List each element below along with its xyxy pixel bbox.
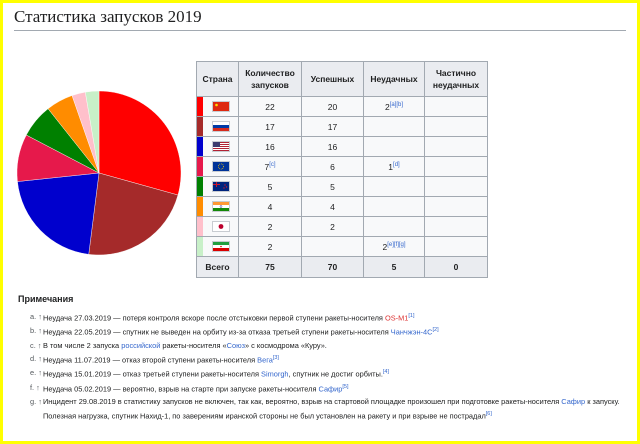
footnote-text: Инцидент 29.08.2019 в статистику запусков не включен, так как, вероятно, взрыв на стартовой площадке произошел при подготовке ракеты-носителя xyxy=(43,397,562,407)
footnote-text: Неудача 11.07.2019 — отказ второй ступени ракеты-носителя xyxy=(43,355,258,365)
partial-count xyxy=(425,117,488,137)
footnote-ref[interactable]: [5] xyxy=(342,383,349,390)
country-color-swatch xyxy=(197,137,203,156)
footnote-marker[interactable]: b. ↑ xyxy=(30,326,42,336)
footnote-item xyxy=(30,381,630,395)
success-count: 4 xyxy=(302,197,364,217)
notes-heading: Примечания xyxy=(18,294,74,304)
country-color-swatch xyxy=(197,157,203,176)
launch-count: 22 xyxy=(239,97,302,117)
success-count: 20 xyxy=(302,97,364,117)
header-total: Количество запусков xyxy=(239,62,302,97)
fail-count: 1[d] xyxy=(364,157,425,177)
country-color-swatch xyxy=(197,237,203,256)
footnote-link[interactable]: Сафир xyxy=(561,397,586,407)
partial-count xyxy=(425,97,488,117)
footnote-marker[interactable]: c. ↑ xyxy=(30,340,42,350)
fail-count: 2[a][b] xyxy=(364,97,425,117)
table-row xyxy=(197,157,488,177)
launch-count: 2 xyxy=(239,237,302,257)
footnote-ref[interactable]: [d] xyxy=(393,161,400,168)
footnote-link[interactable]: Simorgh xyxy=(261,369,289,379)
total-partial: 0 xyxy=(425,257,488,278)
footnote-ref[interactable]: [1] xyxy=(408,313,415,319)
launch-count: 5 xyxy=(239,177,302,197)
success-count: 6 xyxy=(302,157,364,177)
footnote-text: , спутник не достиг орбиты. xyxy=(288,369,383,379)
header-country: Страна xyxy=(197,62,239,97)
footnote-marker[interactable]: a. ↑ xyxy=(30,312,42,321)
table-row xyxy=(197,117,488,137)
footnote-ref[interactable]: [a][b] xyxy=(389,101,404,108)
country-color-swatch xyxy=(197,117,203,136)
success-count: 16 xyxy=(302,137,364,157)
success-count: 5 xyxy=(302,177,364,197)
china-flag-icon xyxy=(212,101,230,112)
launch-count: 17 xyxy=(239,117,302,137)
footnote-text: Неудача 27.03.2019 — потеря контроля вскоре после отстыковки первой ступени ракеты-носителя xyxy=(43,313,385,323)
fail-count xyxy=(364,137,425,157)
footnote-ref[interactable]: [6] xyxy=(485,411,492,418)
table-row xyxy=(197,237,488,257)
usa-flag-icon xyxy=(212,141,230,152)
eu-flag-icon xyxy=(212,161,230,172)
footnote-item xyxy=(30,352,630,366)
footnote-text: Неудача 05.02.2019 — вероятно, взрыв на старте при запуске ракеты-носителя xyxy=(43,384,319,394)
launch-count: 7[c] xyxy=(239,157,302,177)
fail-count: 2[e][f][g] xyxy=(364,237,425,257)
table-row xyxy=(197,177,488,197)
partial-count xyxy=(425,177,488,197)
pie-slice xyxy=(17,173,99,254)
footnote-text: к запуску. Полезная нагрузка, спутник Нахид-1, по заверениям иранской стороны не был установлен на ракету и при взрыве не пострадал xyxy=(43,397,620,421)
footnote-ref[interactable]: [2] xyxy=(432,327,439,334)
footnote-ref[interactable]: [c] xyxy=(269,161,276,168)
new-zealand-flag-icon xyxy=(212,181,230,192)
footnote-link[interactable]: Чанчжэн-4С xyxy=(390,327,433,337)
footnote-item xyxy=(30,339,630,352)
country-cell xyxy=(197,177,239,197)
footnote-marker[interactable]: g. ↑ xyxy=(30,397,42,407)
fail-count xyxy=(364,177,425,197)
launch-count: 4 xyxy=(239,197,302,217)
footnote-link[interactable]: Союз xyxy=(226,340,246,350)
country-cell xyxy=(197,237,239,257)
footnote-marker[interactable]: f. ↑ xyxy=(30,382,40,392)
footnote-item xyxy=(30,366,630,380)
header-partial: Частично неудачных xyxy=(425,62,488,97)
table-total-row xyxy=(197,257,488,278)
table-row xyxy=(197,217,488,237)
footnote-item xyxy=(30,310,630,324)
footnote-link[interactable]: российской xyxy=(121,340,161,350)
partial-count xyxy=(425,137,488,157)
footnote-link[interactable]: Вега xyxy=(257,355,273,365)
title-divider xyxy=(14,30,626,31)
partial-count xyxy=(425,197,488,217)
iran-flag-icon xyxy=(212,241,230,252)
country-cell xyxy=(197,197,239,217)
russia-flag-icon xyxy=(212,121,230,132)
footnote-ref[interactable]: [3] xyxy=(272,354,279,361)
footnote-ref[interactable]: [e][f][g] xyxy=(387,241,406,248)
country-cell xyxy=(197,117,239,137)
country-cell xyxy=(197,217,239,237)
partial-count xyxy=(425,237,488,257)
footnote-text: В том числе 2 запуска xyxy=(43,340,122,350)
fail-count xyxy=(364,197,425,217)
table-row xyxy=(197,137,488,157)
fail-count xyxy=(364,117,425,137)
notes-list xyxy=(30,310,630,423)
header-success: Успешных xyxy=(302,62,364,97)
table-header-row xyxy=(197,62,488,97)
country-cell xyxy=(197,97,239,117)
total-success: 70 xyxy=(302,257,364,278)
footnote-text: Неудача 22.05.2019 — спутник не выведен на орбиту из-за отказа третьей ступени ракеты-носителя xyxy=(43,327,391,337)
total-fail: 5 xyxy=(364,257,425,278)
table-row xyxy=(197,97,488,117)
country-color-swatch xyxy=(197,177,203,196)
launch-stats-table xyxy=(196,61,488,278)
country-color-swatch xyxy=(197,217,203,236)
footnote-link[interactable]: Сафир xyxy=(318,384,343,394)
footnote-text: ракеты-носителя « xyxy=(160,340,227,350)
footnote-text: Неудача 15.01.2019 — отказ третьей ступени ракеты-носителя xyxy=(43,369,262,379)
page-title: Статистика запусков 2019 xyxy=(14,7,202,26)
partial-count xyxy=(425,157,488,177)
header-fail: Неудачных xyxy=(364,62,425,97)
footnote-text: » с космодрома «Куру». xyxy=(245,340,327,350)
country-color-swatch xyxy=(197,97,203,116)
footnote-link[interactable]: OS-M1 xyxy=(384,313,409,323)
launch-count: 2 xyxy=(239,217,302,237)
footnote-marker[interactable]: e. ↑ xyxy=(30,368,42,378)
footnote-item xyxy=(30,324,630,338)
table-row xyxy=(197,197,488,217)
fail-count xyxy=(364,217,425,237)
partial-count xyxy=(425,217,488,237)
india-flag-icon xyxy=(212,201,230,212)
total-launches: 75 xyxy=(239,257,302,278)
success-count xyxy=(302,237,364,257)
japan-flag-icon xyxy=(212,221,230,232)
success-count: 17 xyxy=(302,117,364,137)
footnote-marker[interactable]: d. ↑ xyxy=(30,353,42,363)
pie-chart xyxy=(14,90,184,256)
country-color-swatch xyxy=(197,197,203,216)
country-cell xyxy=(197,157,239,177)
success-count: 2 xyxy=(302,217,364,237)
footnote-ref[interactable]: [4] xyxy=(382,369,390,376)
total-label: Всего xyxy=(197,257,239,278)
country-cell xyxy=(197,137,239,157)
footnote-item xyxy=(30,395,630,422)
launch-count: 16 xyxy=(239,137,302,157)
